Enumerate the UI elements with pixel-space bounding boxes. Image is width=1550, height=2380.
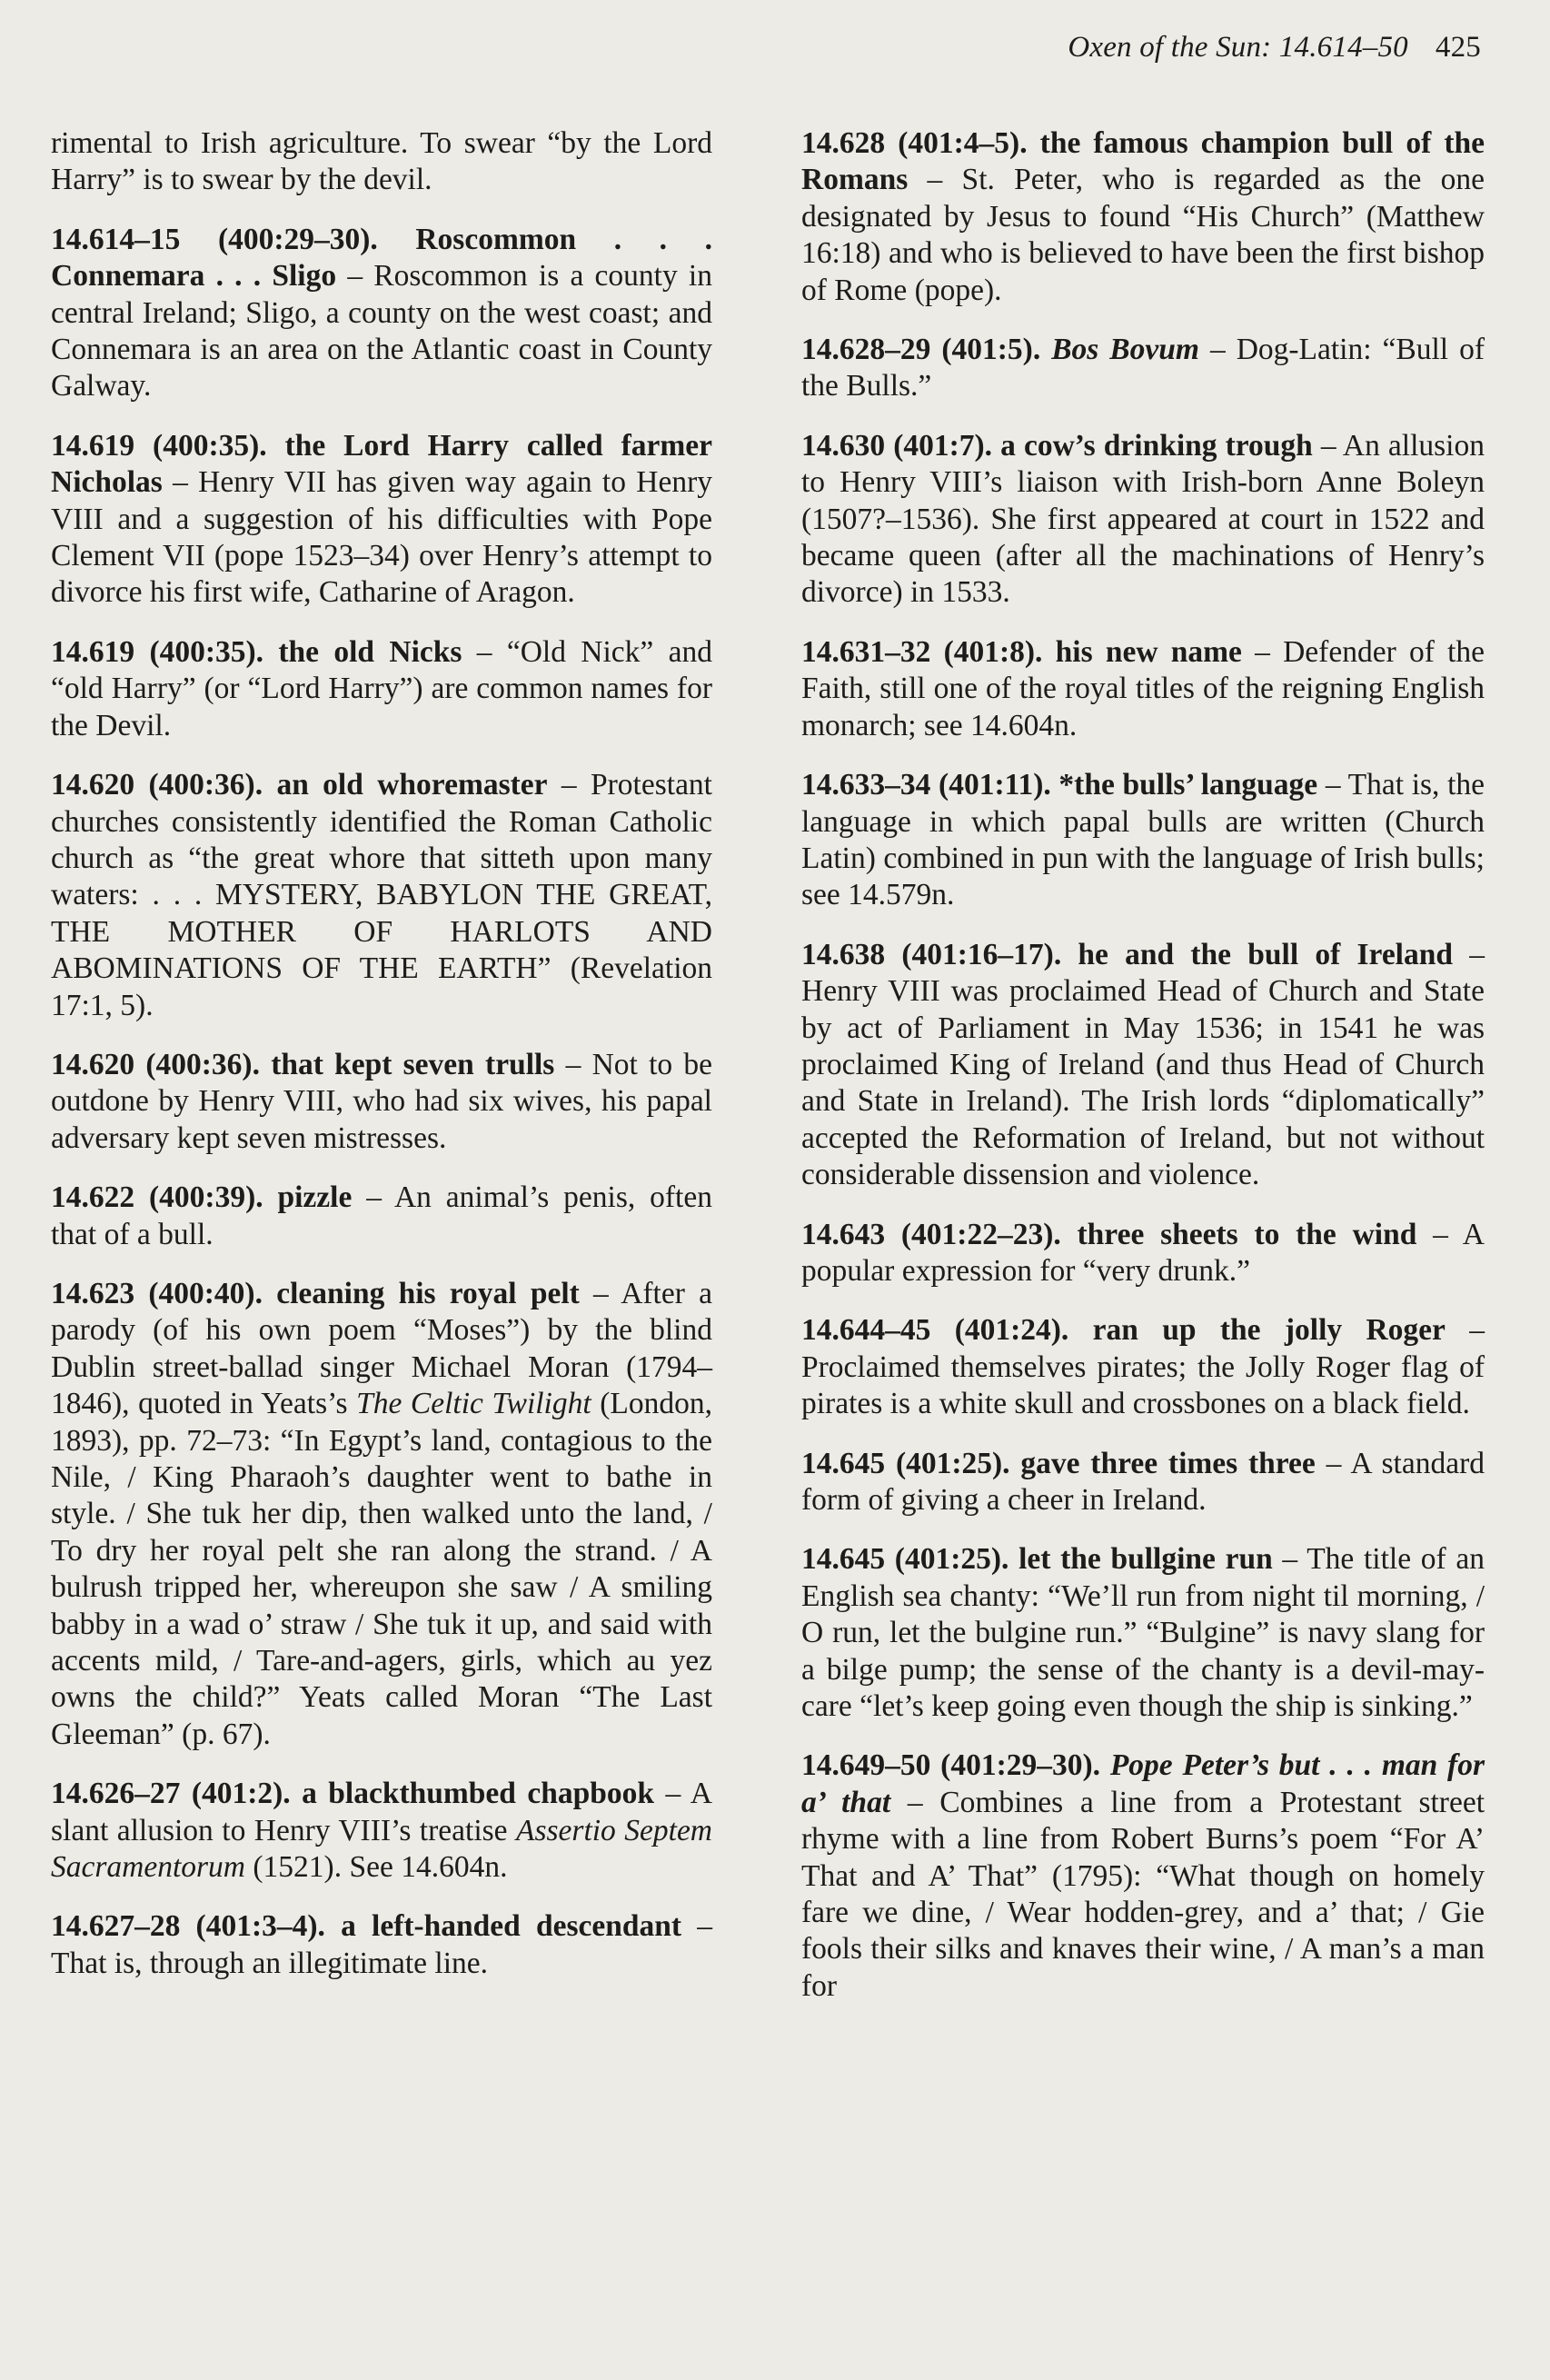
annotation-entry [801,332,1485,405]
entry-gloss-tail: (London, 1893), pp. 72–73: “In Egypt’s land, contagious to the Nile, / King Pharaoh’s daughter went to bathe in style. / She tuk her dip, then walked unto the land, / To dry her royal pelt she ran along the strand. / A bulrush tripped her, whereupon she saw / A smiling babby in a wad o’ straw / She tuk it up, and said with accents mild, / Tare-and-agers, girls, which au yez owns the child?” Yeats called Moran “The Last Gleeman” (p. 67). [51,1387,712,1751]
entry-lemma: 14.628–29 (401:5). [801,333,1052,367]
entry-gloss: – That is, through an illegitimate line. [51,1909,713,1980]
annotation-entry [801,1748,1485,2005]
entry-lemma: 14.623 (400:40). cleaning his royal pelt [51,1276,580,1310]
annotation-entry [51,1276,712,1753]
entry-gloss: – A slant allusion to Henry VIII’s treatise [51,1777,712,1847]
entry-gloss: – Protestant churches consistently identified the Roman Catholic church as “the great whore that sitteth upon many waters: . . . MYSTERY, BABYLON THE GREAT, THE MOTHER OF HARLOTS AND ABOMINATIONS OF THE EARTH” (Revelation 17:1, 5). [51,768,712,1022]
entry-gloss: rimental to Irish agriculture. To swear “by the Lord Harry” is to swear by the devil. [51,126,712,197]
right-column [801,125,1485,2027]
entry-lemma: 14.645 (401:25). gave three times three [801,1446,1316,1480]
entry-lemma: 14.645 (401:25). let the bullgine run [801,1542,1273,1577]
annotation-entry [801,1446,1485,1519]
entry-gloss: – A popular expression for “very drunk.” [801,1217,1485,1288]
left-column [51,125,712,2005]
entry-gloss: – An animal’s penis, often that of a bull. [51,1180,712,1251]
entry-gloss: – An allusion to Henry VIII’s liaison with Irish-born Anne Boleyn (1507?–1536). She first appeared at court in 1522 and became queen (after all the machinations of Henry’s divorce) in 1533. [801,428,1485,610]
annotation-entry [801,125,1485,309]
running-head-title: Oxen of the Sun: 14.614–50 [1068,31,1408,64]
entry-lemma: 14.620 (400:36). that kept seven trulls [51,1047,555,1081]
annotation-entry [801,1217,1485,1290]
annotation-entry [51,1180,712,1253]
annotation-entry [801,428,1485,612]
entry-gloss: – Combines a line from a Protestant street rhyme with a line from Robert Burns’s poem “For A’ That and A’ That” (1795): “What though on homely fare we dine, / Wear hodden-grey, and a’ that; / Gie fools their silks and knaves their wine, / A man’s a man for [801,1785,1485,2003]
entry-lemma: 14.644–45 (401:24). ran up the jolly Roger [801,1313,1446,1348]
entry-lemma-italic-text: Pope Peter’s but . . . man for a’ that [801,1748,1485,1819]
annotation-entry [51,1908,712,1982]
entry-gloss: – “Old Nick” and “old Harry” (or “Lord Harry”) are common names for the Devil. [51,634,712,742]
annotation-entry [51,125,712,199]
entry-lemma: 14.633–34 (401:11). *the bulls’ language [801,768,1318,802]
entry-gloss: – A standard form of giving a cheer in Ireland. [801,1446,1485,1517]
annotation-entry [51,1776,712,1886]
entry-gloss: – Not to be outdone by Henry VIII, who had six wives, his papal adversary kept seven mistresses. [51,1047,712,1155]
entry-lemma: 14.643 (401:22–23). three sheets to the wind [801,1217,1417,1251]
entry-lemma-italic [1051,333,1199,366]
entry-gloss: – After a parody (of his own poem “Moses”) by the blind Dublin street-ballad singer Michael Moran (1794–1846), quoted in Yeats’s [51,1276,712,1421]
entry-gloss: – That is, the language in which papal bulls are written (Church Latin) combined in pun with the language of Irish bulls; see 14.579n. [801,768,1485,912]
page-number: 425 [1435,31,1481,64]
entry-lemma: 14.630 (401:7). a cow’s drinking trough [801,428,1313,463]
entry-lemma: 14.619 (400:35). the old Nicks [51,634,462,669]
entry-lemma: 14.619 (400:35). the Lord Harry called farmer Nicholas [51,428,712,500]
entry-lemma: 14.638 (401:16–17). he and the bull of Ireland [801,937,1454,971]
entry-gloss: – Henry VIII was proclaimed Head of Church and State by act of Parliament in May 1536; in 1541 he was proclaimed King of Ireland (and thus Head of Church and State in Ireland). The Irish lords “diplomatically” accepted the Reformation of Ireland, but not without considerable dissension and violence. [801,937,1485,1192]
entry-title-italic: Assertio Septem Sacramentorum [51,1813,713,1885]
entry-lemma: 14.631–32 (401:8). his new name [801,634,1242,669]
entry-gloss: – Roscommon is a county in central Ireland; Sligo, a county on the west coast; and Connemara is an area on the Atlantic coast in County Galway. [51,259,712,403]
annotation-entry [801,1312,1485,1422]
entry-lemma: 14.626–27 (401:2). a blackthumbed chapbook [51,1777,655,1811]
entry-gloss: – Henry VII has given way again to Henry VIII and a suggestion of his difficulties with Pope Clement VII (pope 1523–34) over Henry’s attempt to divorce his first wife, Catharine of Aragon. [51,465,712,610]
entry-gloss: – Proclaimed themselves pirates; the Jolly Roger flag of pirates is a white skull and crossbones on a black field. [801,1313,1485,1421]
entry-lemma: 14.620 (400:36). an old whoremaster [51,768,548,802]
entry-gloss: – St. Peter, who is regarded as the one designated by Jesus to found “His Church” (Matthew 16:18) and who is believed to have been the first bishop of Rome (pope). [801,163,1485,307]
entry-lemma: 14.614–15 (400:29–30). Roscommon . . . Connemara . . . Sligo [51,222,712,294]
annotation-entry [51,634,712,744]
annotation-entry [51,222,712,405]
entry-gloss-tail: (1521). See 14.604n. [245,1850,508,1885]
annotation-entry [801,767,1485,914]
entry-gloss: – Defender of the Faith, still one of the royal titles of the reigning English monarch; see 14.604n. [801,634,1485,742]
annotation-entry [51,1047,712,1157]
entry-lemma: 14.627–28 (401:3–4). a left-handed descendant [51,1909,682,1944]
annotation-entry [801,937,1485,1194]
entry-lemma: 14.628 (401:4–5). the famous champion bull of the Romans [801,126,1485,197]
running-head [1068,31,1481,65]
entry-lemma: 14.649–50 (401:29–30). [801,1748,1110,1783]
annotation-entry [51,428,712,612]
entry-lemma: 14.622 (400:39). pizzle [51,1180,353,1215]
entry-title-italic: The Celtic Twilight [356,1387,591,1421]
annotation-entry [51,767,712,1024]
entry-lemma-italic-text: Bos Bovum [1051,333,1199,367]
entry-gloss: – The title of an English sea chanty: “We’ll run from night til morning, / O run, let the bulgine run.” “Bulgine” is navy slang for a bilge pump; the sense of the chanty is a devil-may-care “let’s keep going even though the ship is sinking.” [801,1542,1485,1724]
annotation-entry [801,634,1485,744]
annotation-entry [801,1541,1485,1725]
entry-gloss: – Dog-Latin: “Bull of the Bulls.” [801,333,1485,403]
